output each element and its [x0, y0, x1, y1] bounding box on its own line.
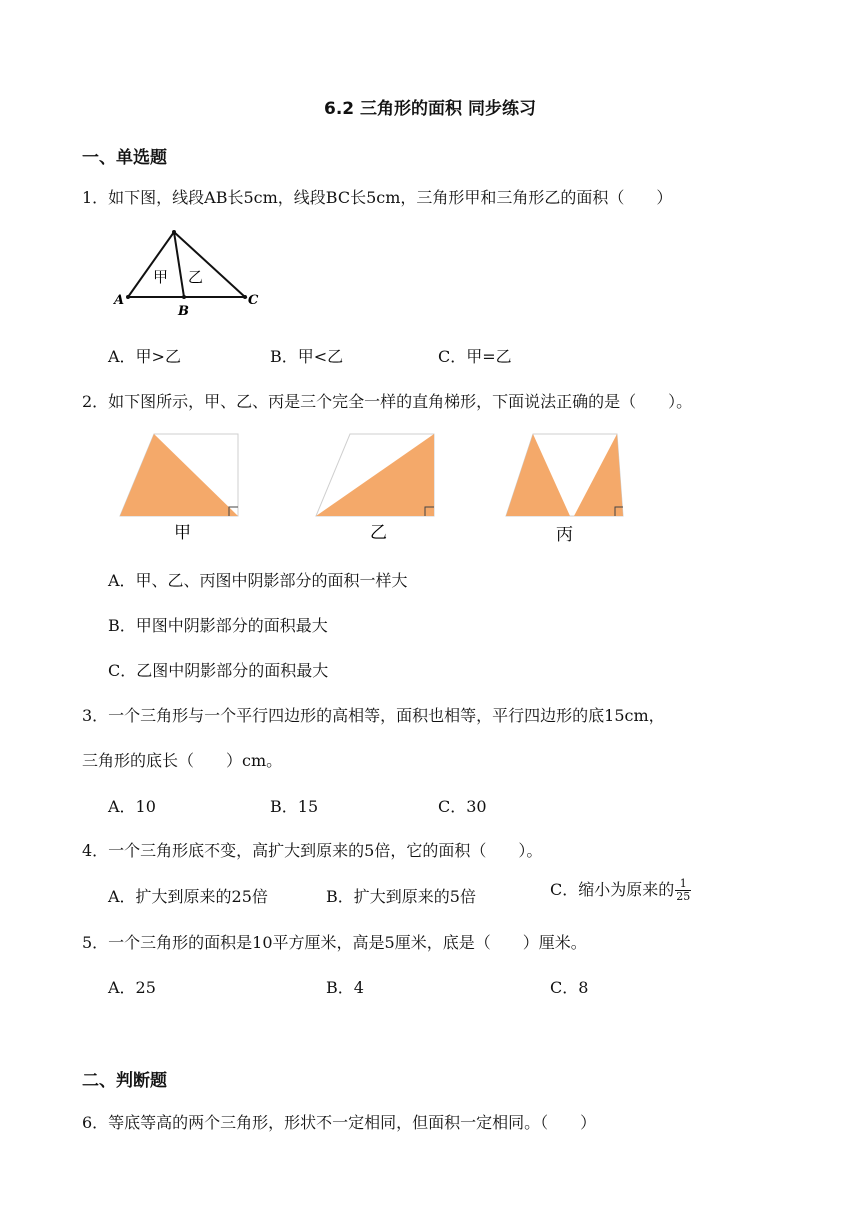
question-5-text: 5．一个三角形的面积是10平方厘米，高是5厘米，底是（ ）厘米。: [82, 933, 587, 952]
section-heading-true-false: 二、判断题: [82, 1071, 167, 1091]
question-3-option-b[interactable]: B．15: [270, 797, 319, 816]
question-6-text: 6．等底等高的两个三角形，形状不一定相同，但面积一定相同。（ ）: [82, 1113, 597, 1132]
question-2-option-c[interactable]: C．乙图中阴影部分的面积最大: [108, 661, 329, 680]
question-1-figure: [108, 224, 268, 318]
point-label-a: A: [114, 293, 125, 308]
question-2-text: 2．如下图所示，甲、乙、丙是三个完全一样的直角梯形，下面说法正确的是（ ）。: [82, 392, 693, 411]
fraction-numerator: 1: [675, 878, 691, 891]
question-5-option-b[interactable]: B．4: [326, 978, 364, 997]
question-2-option-b[interactable]: B．甲图中阴影部分的面积最大: [108, 616, 328, 635]
figure-label-bing: 丙: [556, 525, 573, 545]
question-4-option-c[interactable]: [550, 877, 691, 903]
point-label-b: B: [178, 304, 189, 318]
question-1-option-c[interactable]: C．甲=乙: [438, 347, 512, 366]
question-3-text-line-1: 3．一个三角形与一个平行四边形的高相等，面积也相等，平行四边形的底15cm，: [82, 706, 665, 725]
point-label-c: C: [248, 293, 259, 308]
figure-label-jia: 甲: [174, 523, 191, 543]
question-1-option-b[interactable]: B．甲<乙: [270, 347, 344, 366]
question-2-option-a[interactable]: A．甲、乙、丙图中阴影部分的面积一样大: [108, 571, 408, 590]
question-4-option-b[interactable]: B．扩大到原来的5倍: [326, 887, 476, 906]
region-label-jia: 甲: [153, 268, 169, 286]
question-3-text-line-2: 三角形的底长（ ）cm。: [82, 751, 283, 770]
fraction-one-twenty-fifth: [675, 878, 691, 903]
figure-label-yi: 乙: [370, 523, 387, 543]
page-title: 6.2 三角形的面积 同步练习: [324, 99, 536, 119]
region-label-yi: 乙: [188, 268, 204, 286]
question-3-option-a[interactable]: A．10: [108, 797, 156, 816]
question-3-option-c[interactable]: C．30: [438, 797, 487, 816]
question-5-option-a[interactable]: A．25: [108, 978, 156, 997]
question-1-text: 1．如下图，线段AB长5cm，线段BC长5cm，三角形甲和三角形乙的面积（ ）: [82, 188, 673, 207]
question-4-option-a[interactable]: A．扩大到原来的25倍: [108, 887, 268, 906]
question-4-text: 4．一个三角形底不变，高扩大到原来的5倍，它的面积（ ）。: [82, 841, 543, 860]
question-5-option-c[interactable]: C．8: [550, 978, 589, 997]
section-heading-single-choice: 一、单选题: [82, 148, 167, 168]
question-4-option-c-text: C．缩小为原来的: [550, 880, 675, 899]
question-2-figure: [112, 428, 632, 546]
question-1-option-a[interactable]: A．甲>乙: [108, 347, 181, 366]
fraction-denominator: 25: [676, 890, 691, 903]
